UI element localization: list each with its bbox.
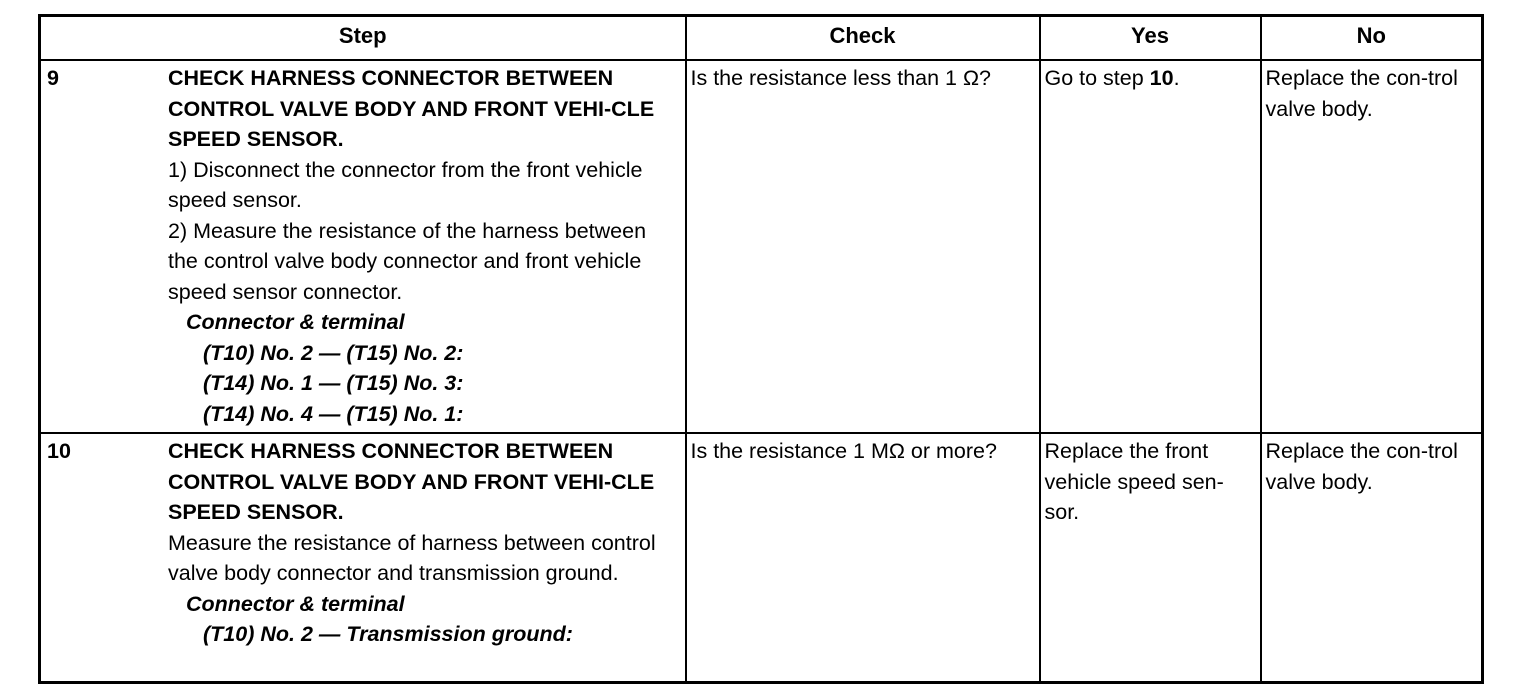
no-cell xyxy=(1261,433,1483,682)
step-number: 9 xyxy=(47,66,59,90)
connector-heading: Connector & terminal xyxy=(186,310,405,334)
header-check: Check xyxy=(686,16,1040,61)
check-text: Is the resistance less than 1 Ω? xyxy=(690,66,992,90)
table-row xyxy=(40,60,1483,433)
yes-text: Replace the front vehicle speed sen-sor. xyxy=(1044,439,1224,524)
diagnostic-table xyxy=(38,14,1484,684)
step-cell xyxy=(40,433,686,682)
step-instruction: 1) Disconnect the connector from the front vehicle speed sensor. xyxy=(168,157,643,212)
check-text: Is the resistance 1 MΩ or more? xyxy=(690,439,997,463)
no-text: Replace the con-trol valve body. xyxy=(1265,66,1458,121)
step-number: 10 xyxy=(47,439,71,463)
step-instruction: Measure the resistance of harness between control valve body connector and transmission ground. xyxy=(168,530,656,585)
table-header-row xyxy=(40,16,1483,61)
no-cell xyxy=(1261,60,1483,433)
yes-cell xyxy=(1040,60,1261,433)
yes-prefix: Go to step xyxy=(1044,66,1150,90)
connector-terminal: (T14) No. 1 — (T15) No. 3: xyxy=(203,371,464,395)
yes-text xyxy=(1045,61,1256,94)
step-instruction: 2) Measure the resistance of the harness between the control valve body connector and front vehicle speed sensor connector. xyxy=(168,218,647,304)
header-step: Step xyxy=(40,16,686,61)
check-cell xyxy=(686,60,1040,433)
no-text: Replace the con-trol valve body. xyxy=(1265,439,1458,494)
step-cell xyxy=(40,60,686,433)
connector-terminal: (T10) No. 2 — Transmission ground: xyxy=(203,622,573,646)
yes-cell xyxy=(1040,433,1261,682)
yes-step-link: 10 xyxy=(1149,66,1174,90)
connector-terminal: (T14) No. 4 — (T15) No. 1: xyxy=(203,401,464,426)
step-title: CHECK HARNESS CONNECTOR BETWEEN CONTROL VALVE BODY AND FRONT VEHI-CLE SPEED SENSOR. xyxy=(168,66,655,151)
connector-terminal: (T10) No. 2 — (T15) No. 2: xyxy=(203,340,464,365)
table-row xyxy=(40,433,1483,682)
header-yes: Yes xyxy=(1040,16,1261,61)
step-title: CHECK HARNESS CONNECTOR BETWEEN CONTROL VALVE BODY AND FRONT VEHI-CLE SPEED SENSOR. xyxy=(168,439,655,524)
yes-suffix: . xyxy=(1173,66,1180,90)
header-no: No xyxy=(1261,16,1483,61)
connector-heading: Connector & terminal xyxy=(186,591,405,616)
check-cell xyxy=(686,433,1040,682)
